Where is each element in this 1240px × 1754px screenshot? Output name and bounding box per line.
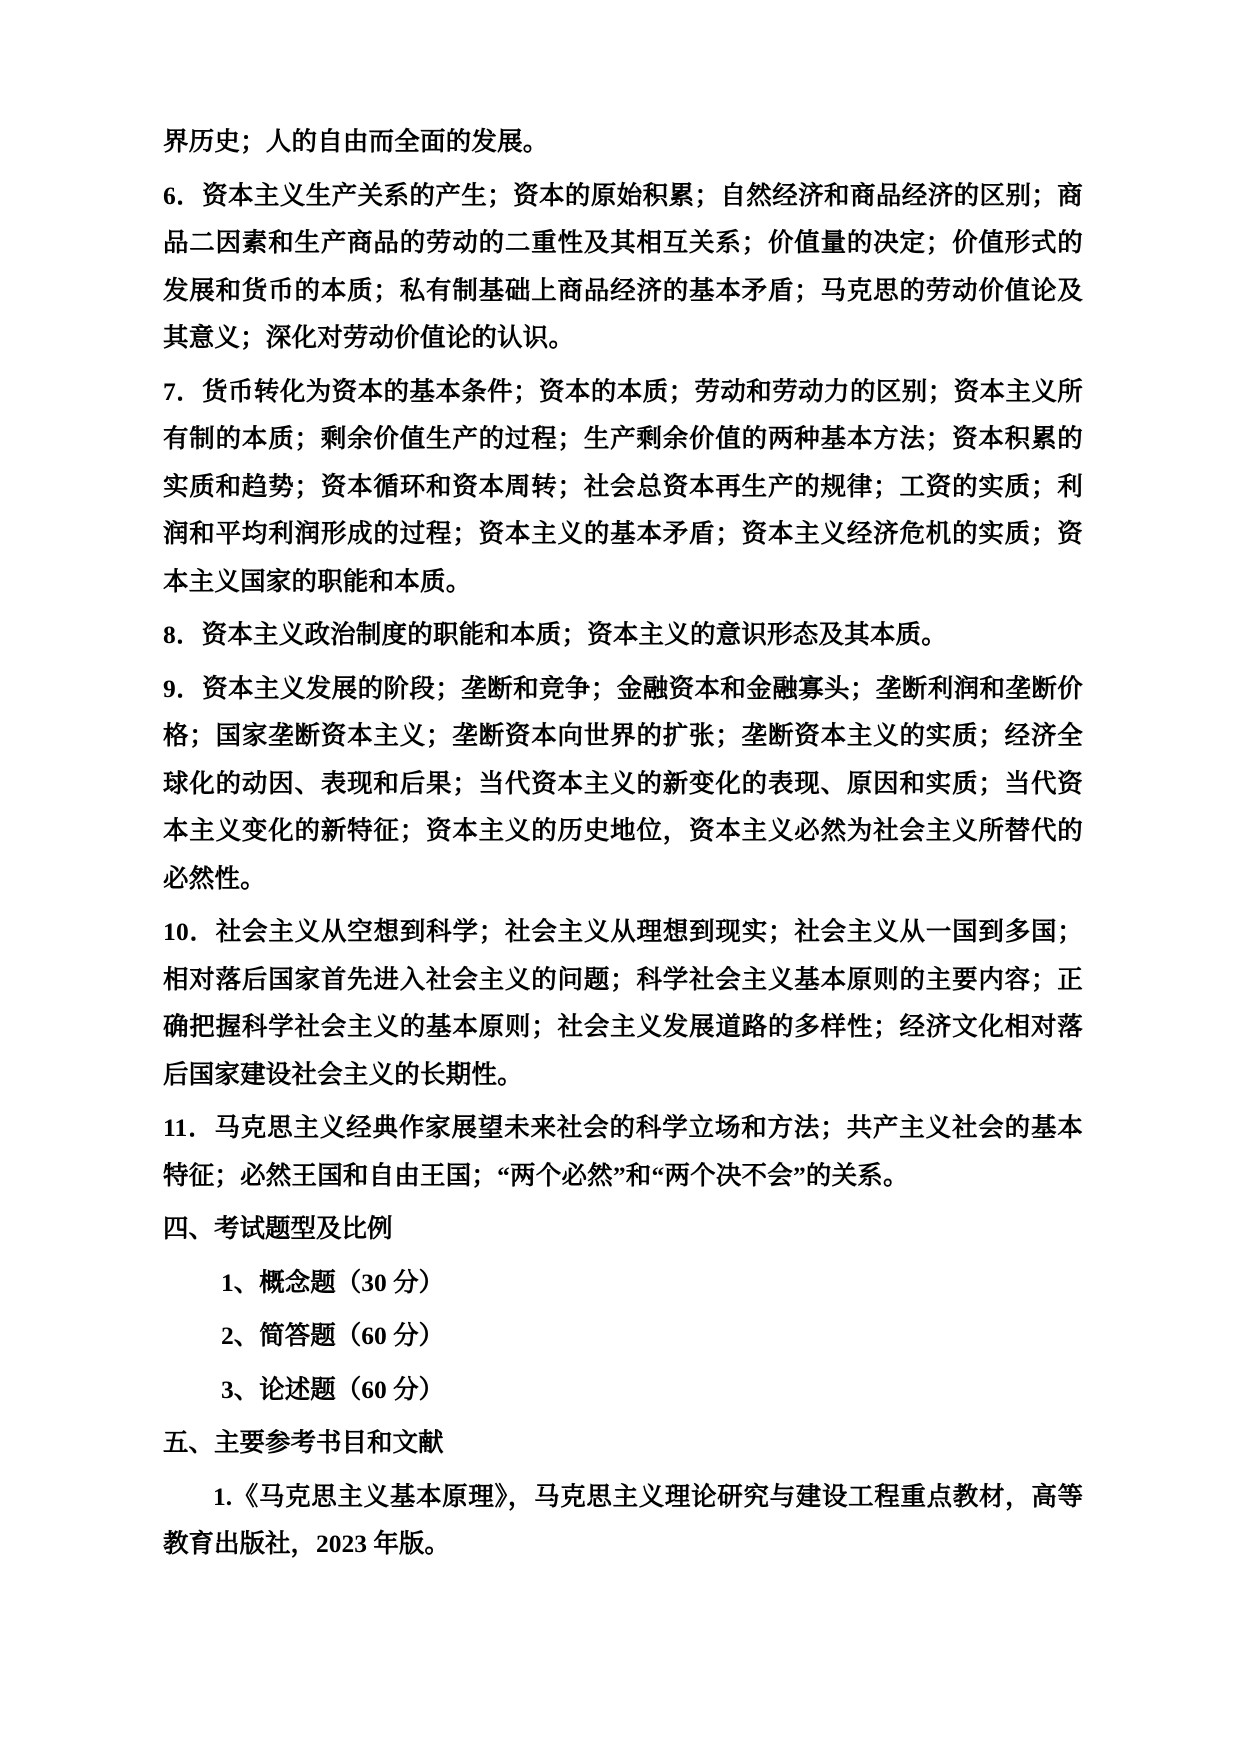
paragraph-item-7: 7．货币转化为资本的基本条件；资本的本质；劳动和劳动力的区别；资本主义所有制的本质；剩余价值生产的过程；生产剩余价值的两种基本方法；资本积累的实质和趋势；资本循环和资本周转；社会总资本再生产的规律；工资的实质；利润和平均利润形成的过程；资本主义的基本矛盾；资本主义经济危机的实质；资本主义国家的职能和本质。 [163, 376, 1083, 596]
paragraph-item-6: 6．资本主义生产关系的产生；资本的原始积累；自然经济和商品经济的区别；商品二因素和生产商品的劳动的二重性及其相互关系；价值量的决定；价值形式的发展和货币的本质；私有制基础上商品经济的基本矛盾；马克思的劳动价值论及其意义；深化对劳动价值论的认识。 [163, 180, 1083, 352]
reference-item-1: 1.《马克思主义基本原理》，马克思主义理论研究与建设工程重点教材，高等教育出版社，2023 年版。 [163, 1481, 1083, 1558]
exam-type-item-3: 3、论述题（60 分） [221, 1374, 445, 1404]
paragraph-item-11: 11．马克思主义经典作家展望未来社会的科学立场和方法；共产主义社会的基本特征；必然王国和自由王国；“两个必然”和“两个决不会”的关系。 [163, 1113, 1083, 1190]
exam-type-item-2: 2、简答题（60 分） [221, 1321, 445, 1350]
paragraph-item-9: 9．资本主义发展的阶段；垄断和竞争；金融资本和金融寡头；垄断利润和垄断价格；国家垄断资本主义；垄断资本向世界的扩张；垄断资本主义的实质；经济全球化的动因、表现和后果；当代资本主义的新变化的表现、原因和实质；当代资本主义变化的新特征；资本主义的历史地位，资本主义必然为社会主义所替代的必然性。 [163, 673, 1083, 893]
section-heading-four: 四、考试题型及比例 [163, 1214, 393, 1243]
exam-type-item-1: 1、概念题（30 分） [221, 1267, 445, 1297]
paragraph-item-8: 8．资本主义政治制度的职能和本质；资本主义的意识形态及其本质。 [163, 620, 947, 649]
paragraph-continuation: 界历史；人的自由而全面的发展。 [163, 127, 549, 156]
paragraph-item-10: 10．社会主义从空想到科学；社会主义从理想到现实；社会主义从一国到多国；相对落后国家首先进入社会主义的问题；科学社会主义基本原则的主要内容；正确把握科学社会主义的基本原则；社会主义发展道路的多样性；经济文化相对落后国家建设社会主义的长期性。 [163, 917, 1083, 1089]
section-heading-five: 五、主要参考书目和文献 [163, 1428, 444, 1457]
page-content [163, 118, 1083, 1574]
